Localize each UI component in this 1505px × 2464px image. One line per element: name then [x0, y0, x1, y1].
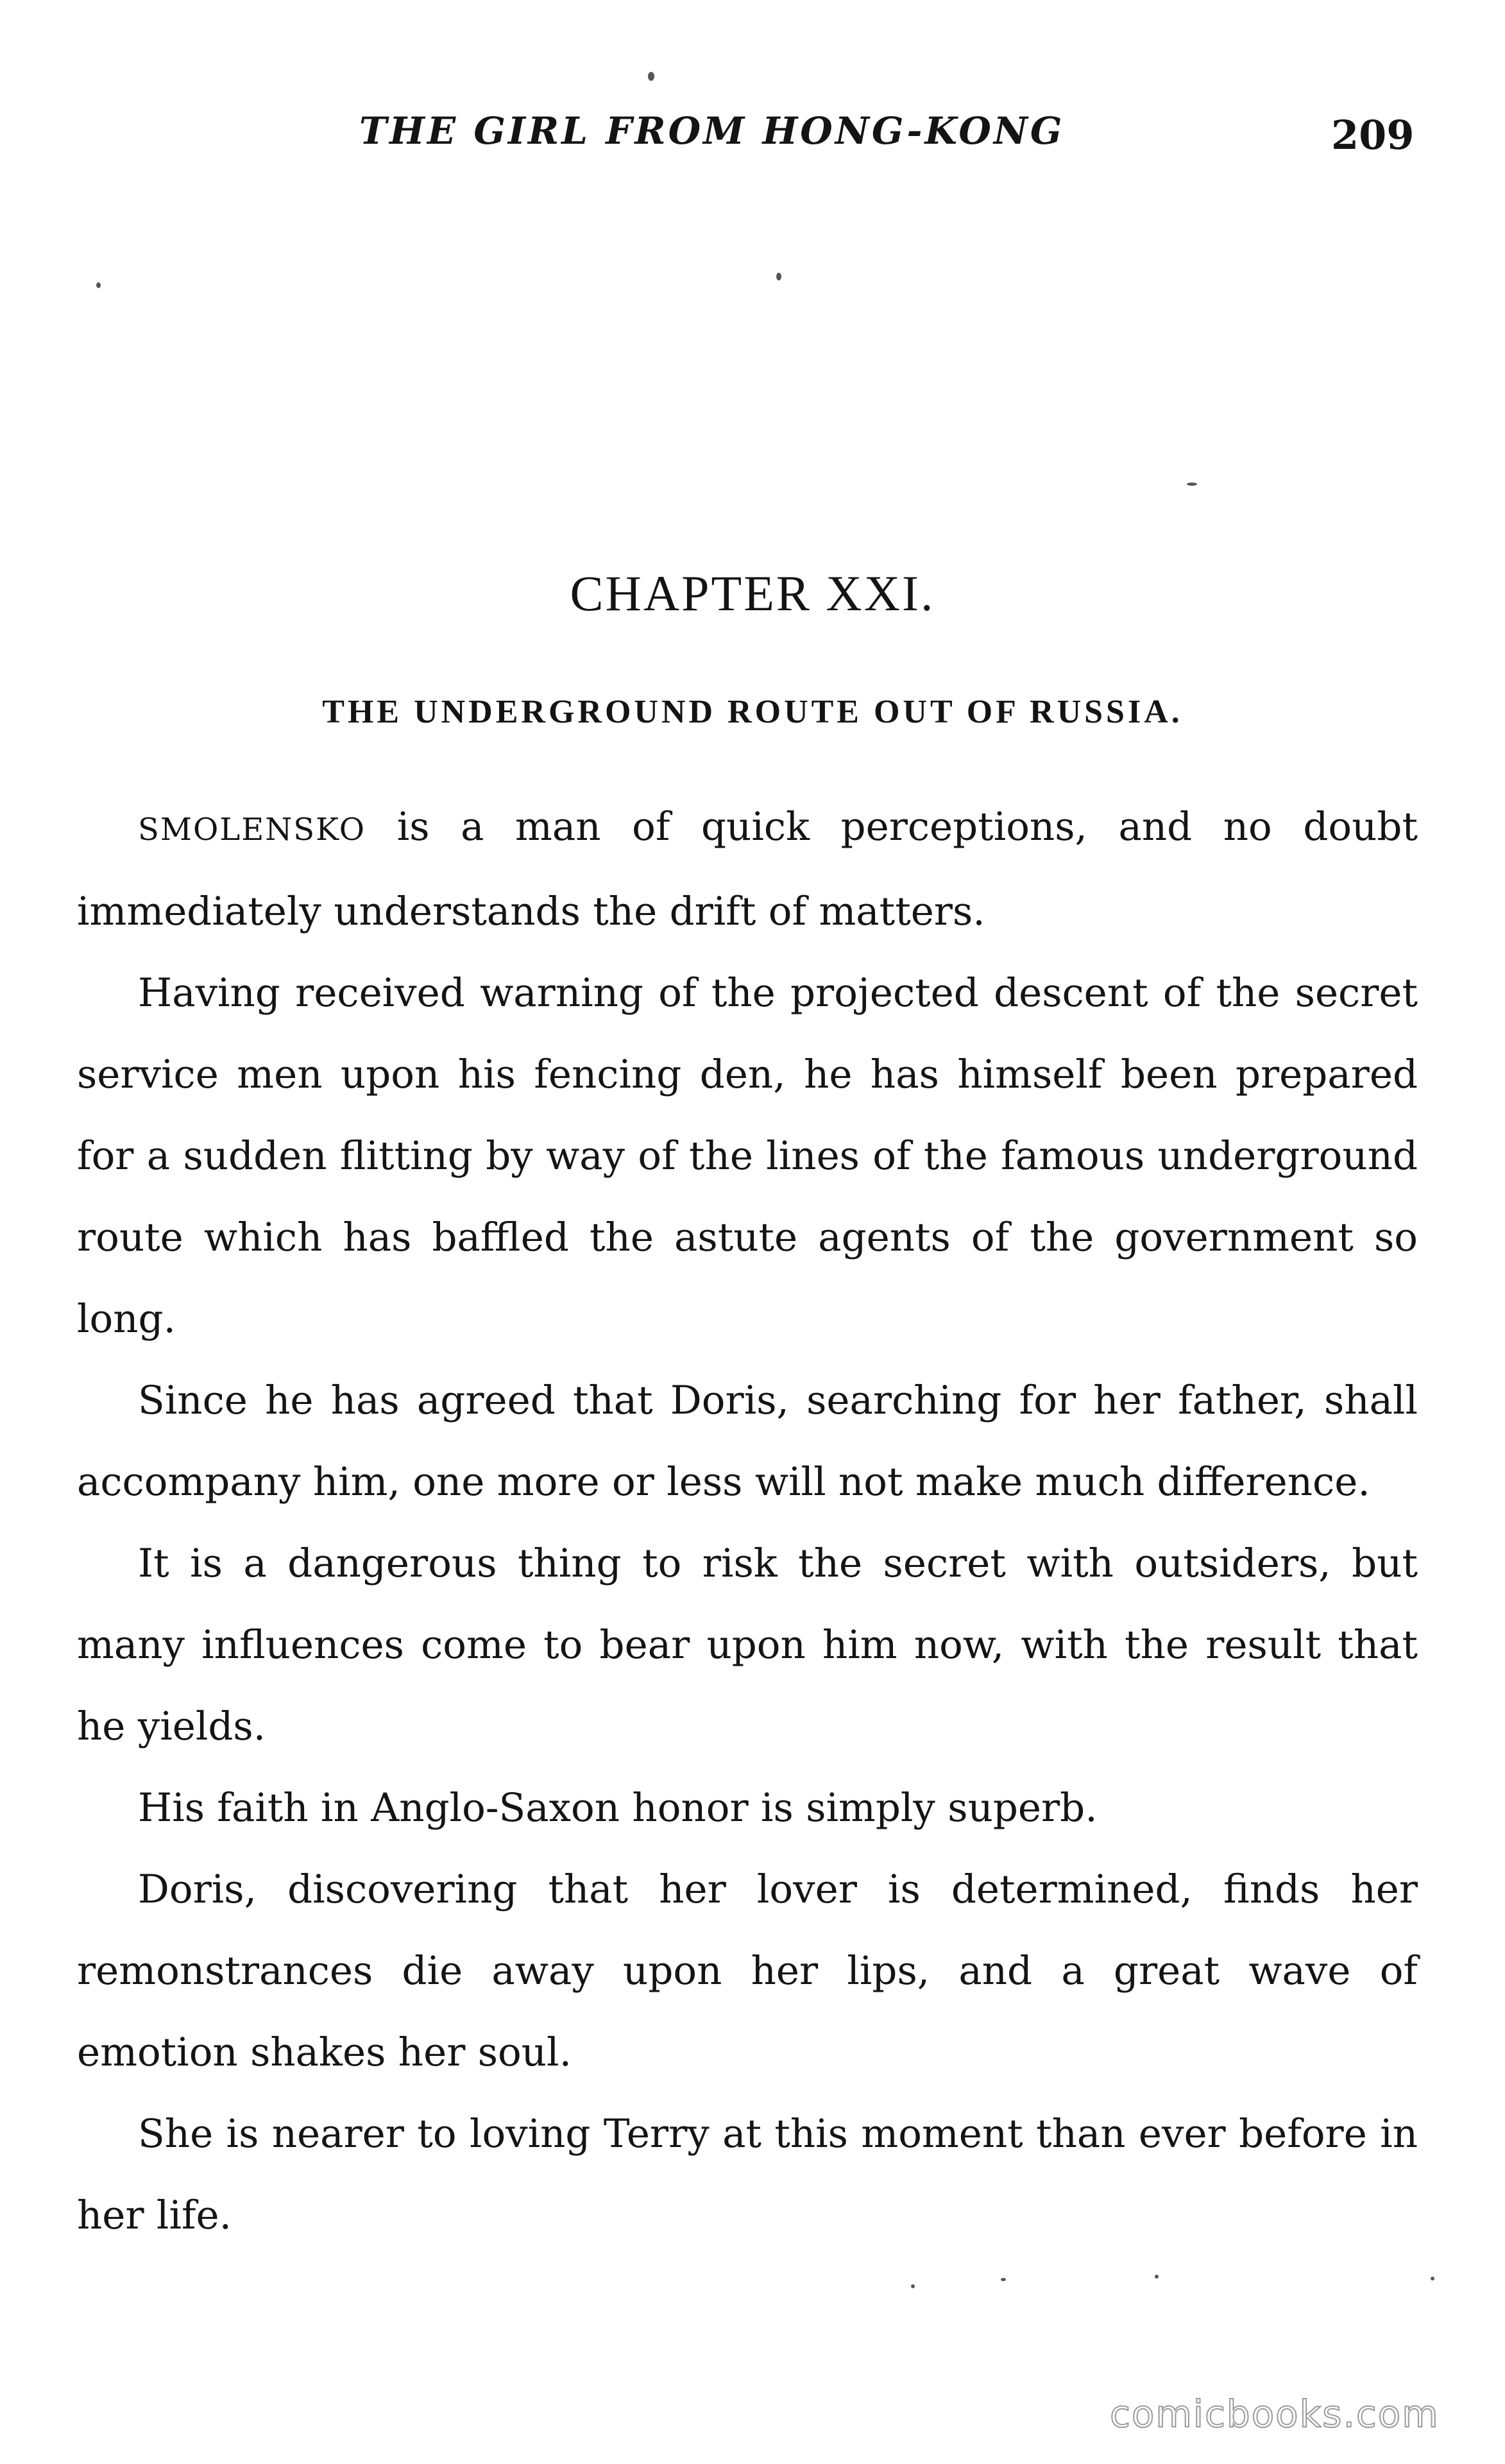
print-speck: [911, 2284, 915, 2288]
page-number: 209: [1331, 112, 1415, 158]
paragraph-4: It is a dangerous thing to risk the secret with outsiders, but many influences come to bear upon him now, with the result that he yields.: [77, 1541, 1418, 1749]
paragraph-5: His faith in Anglo-Saxon honor is simply superb.: [138, 1785, 1098, 1831]
paragraph-6: Doris, discovering that her lover is determined, finds her remonstrances die away upon her lips, and a great wave of emotion shakes her soul.: [77, 1867, 1418, 2075]
print-speck: [1431, 2277, 1434, 2280]
print-speck: [648, 72, 654, 81]
print-speck: [1187, 483, 1197, 486]
print-speck: [1001, 2278, 1006, 2281]
lead-smallcaps: SMOLENSKO: [138, 812, 366, 848]
print-speck: [776, 273, 781, 280]
body-text: [77, 786, 1418, 2256]
chapter-title: THE UNDERGROUND ROUTE OUT OF RUSSIA.: [322, 694, 1183, 730]
paragraph-text: is a man of quick perceptions, and no doubt immediately understands the drift of matters.: [77, 804, 1418, 934]
paragraph-2: Having received warning of the projected descent of the secret service men upon his fencing den, he has himself been prepared for a sudden flitting by way of the lines of the famous underground route which has baffled the astute agents of the government so long.: [77, 970, 1418, 1342]
paragraph-1: [77, 786, 1418, 952]
print-speck: [96, 282, 101, 288]
paragraph-3: Since he has agreed that Doris, searching for her father, shall accompany him, one more or less will not make much difference.: [77, 1378, 1418, 1505]
watermark: comicbooks.com: [1110, 2392, 1440, 2436]
paragraph-7: She is nearer to loving Terry at this moment than ever before in her life.: [77, 2111, 1418, 2238]
print-speck: [1155, 2275, 1159, 2279]
running-head: [0, 109, 1505, 167]
chapter-heading: CHAPTER XXI.: [570, 565, 935, 621]
running-title: THE GIRL FROM HONG-KONG: [359, 109, 1065, 153]
